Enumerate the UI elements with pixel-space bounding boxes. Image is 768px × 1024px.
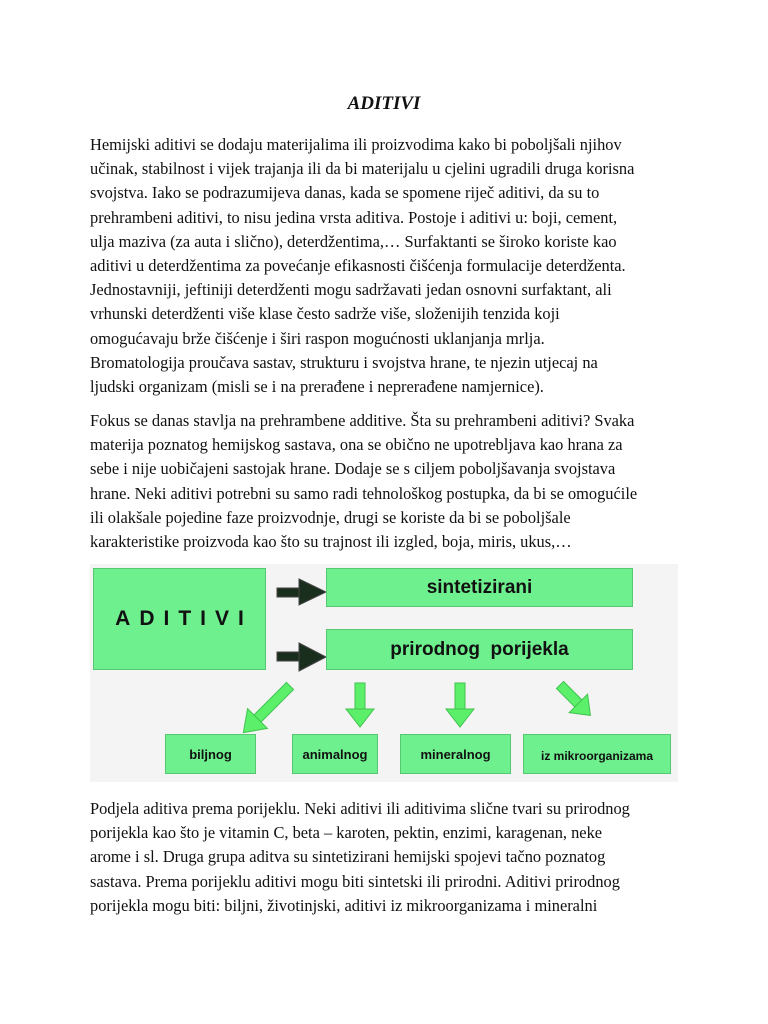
arrow-to-animal [346, 683, 374, 727]
paragraph-line: porijekla kao što je vitamin C, beta – karoten, pektin, enzimi, karagenan, neke [90, 823, 603, 843]
natural-origin-box: prirodnog porijekla [326, 629, 633, 670]
arrow-to-natural [277, 643, 326, 671]
paragraph-line: ljudski organizam (misli se i na prerađene i neprerađene namjernice). [90, 377, 544, 397]
paragraph-line: sebe i nije uobičajeni sastojak hrane. Dodaje se s ciljem poboljšavanja svojstava [90, 459, 616, 479]
paragraph-line: Jednostavniji, jeftiniji deterdženti mogu sadržavati jedan osnovni surfaktant, ali [90, 280, 612, 300]
paragraph-origin-division [90, 797, 690, 918]
synthetic-box: sintetizirani [326, 568, 633, 607]
animal-origin-box: animalnog [292, 734, 378, 774]
paragraph-line: karakteristike proizvoda kao što su trajnost ili izgled, boja, miris, ukus,… [90, 532, 572, 552]
paragraph-line: prehrambeni aditivi, to nisu jedina vrsta aditiva. Postoje i aditivi u: boji, cement, [90, 207, 618, 227]
paragraph-line: Podjela aditiva prema porijeklu. Neki aditivi ili aditivima slične tvari su prirodnog [90, 799, 630, 818]
arrow-to-microorganisms [551, 676, 600, 725]
paragraph-line: porijekla mogu biti: biljni, životinjski, aditivi iz mikroorganizama i mineralni [90, 895, 598, 915]
paragraph-line: Bromatologija proučava sastav, strukturu i svojstva hrane, te njezin utjecaj na [90, 352, 598, 372]
paragraph-line: omogućavaju brže čišćenje i širi raspon mogućnosti uklanjanja mrlja. [90, 328, 545, 348]
paragraph-intro [90, 133, 690, 399]
paragraph-food-additives [90, 409, 690, 554]
paragraph-line: vrhunski deterdženti više klase često sadrže više, složenijih tenzida koji [90, 304, 560, 324]
arrow-to-synthetic [277, 579, 326, 605]
arrow-to-plant [233, 676, 299, 742]
additives-main-box: ADITIVI [93, 568, 266, 670]
paragraph-line: materija poznatog hemijskog sastava, ona se obično ne upotrebljava kao hrana za [90, 435, 623, 455]
paragraph-line: hrane. Neki aditivi potrebni su samo radi tehnološkog postupka, da bi se omogućile [90, 483, 638, 503]
mineral-origin-box: mineralnog [400, 734, 511, 774]
additives-classification-diagram [90, 564, 678, 782]
paragraph-line: Hemijski aditivi se dodaju materijalima ili proizvodima kako bi poboljšali njihov [90, 135, 622, 154]
paragraph-line: Fokus se danas stavlja na prehrambene additive. Šta su prehrambeni aditivi? Svaka [90, 411, 635, 430]
paragraph-line: arome i sl. Druga grupa aditva su sintetizirani hemijski spojevi tačno poznatog [90, 847, 606, 867]
paragraph-line: učinak, stabilnost i vijek trajanja ili da bi materijalu u cjelini ugradili druga korisna [90, 159, 635, 179]
paragraph-line: svojstva. Iako se podrazumijeva danas, kada se spomene riječ aditivi, da su to [90, 183, 600, 203]
paragraph-line: ili olakšale pojedine faze proizvodnje, drugi se koriste da bi se poboljšale [90, 507, 571, 527]
document-title: ADITIVI [347, 93, 421, 114]
paragraph-line: ulja maziva (za auta i slično), deterdžentima,… Surfaktanti se široko koriste kao [90, 231, 617, 251]
microorganism-origin-box: iz mikroorganizama [523, 734, 671, 774]
paragraph-line: aditivi u deterdžentima za povećanje efikasnosti čišćenja formulacije deterdženta. [90, 256, 626, 276]
arrow-to-mineral [446, 683, 474, 727]
plant-origin-box: biljnog [165, 734, 256, 774]
paragraph-line: sastava. Prema porijeklu aditivi mogu biti sintetski ili prirodni. Aditivi prirodnog [90, 871, 620, 891]
